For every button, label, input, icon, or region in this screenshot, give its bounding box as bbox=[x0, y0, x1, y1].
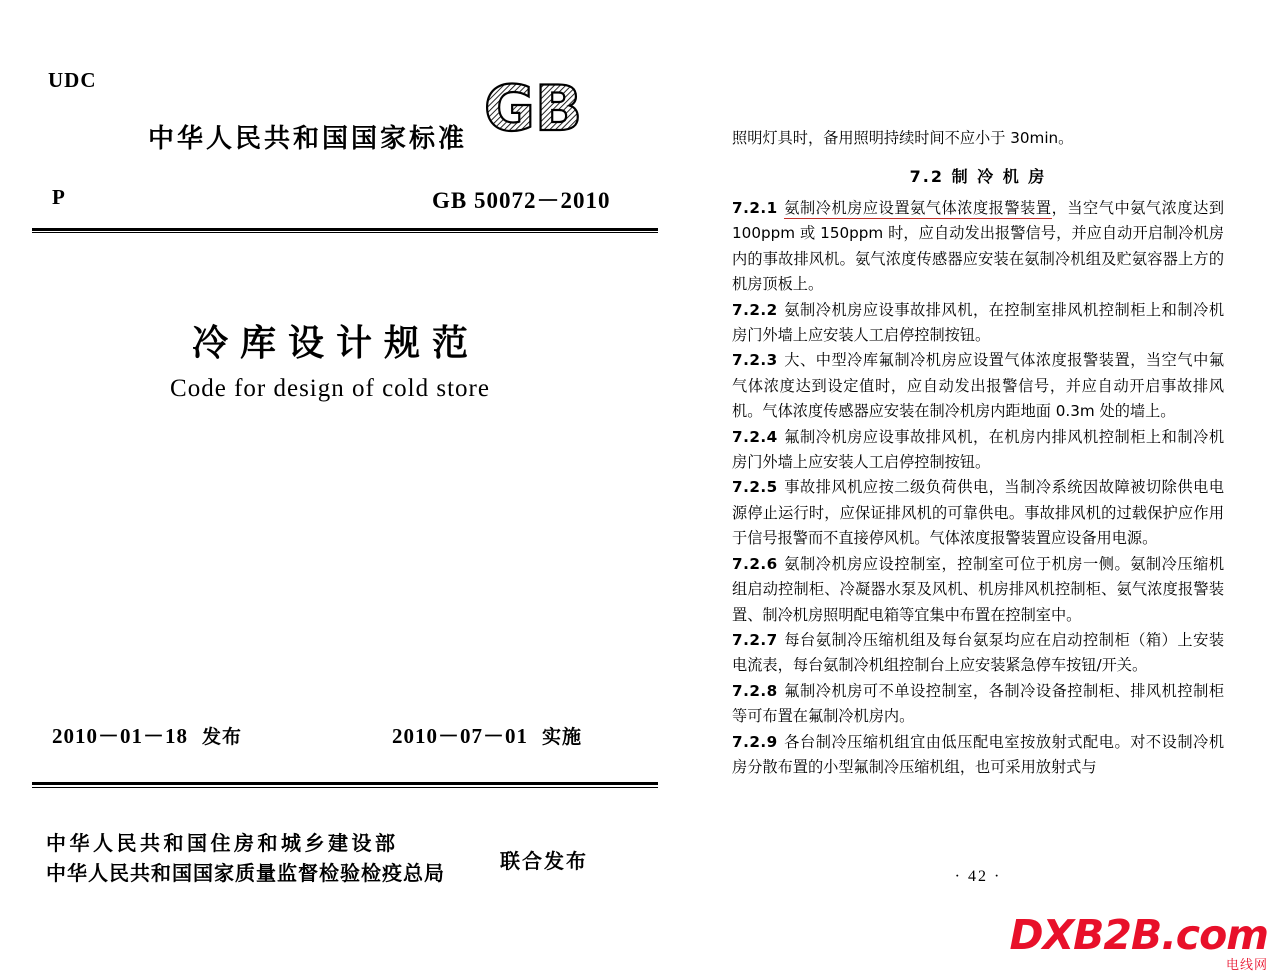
clause-number: 7.2.7 bbox=[732, 630, 778, 649]
effective-label: 实施 bbox=[542, 726, 583, 748]
publishers-block bbox=[46, 828, 445, 888]
continuation-paragraph: 照明灯具时，备用照明持续时间不应小于 30min。 bbox=[732, 129, 1074, 147]
national-standard-title: 中华人民共和国国家标准 bbox=[148, 124, 468, 154]
divider-bottom-thick bbox=[32, 782, 658, 785]
clause-number: 7.2.3 bbox=[732, 351, 778, 370]
publisher-line-2: 中华人民共和国国家质量监督检验检疫总局 bbox=[46, 861, 445, 885]
clause-number: 7.2.4 bbox=[732, 427, 778, 446]
watermark-main-text bbox=[1009, 911, 1268, 959]
clause-text: 每台氨制冷压缩机组及每台氨泵均应在启动控制柜（箱）上安装电流表，每台氨制冷机组控制台上应安装紧急停车按钮/开关。 bbox=[732, 630, 1224, 675]
content-page bbox=[732, 0, 1232, 980]
clause-7-2-3 bbox=[732, 348, 1224, 424]
clause-7-2-8 bbox=[732, 679, 1224, 730]
clause-text: ，当空气中氨气浓度达到 100ppm 或 150ppm 时，应自动发出报警信号，并应自动开启制冷机房内的事故排风机。氨气浓度传感器应安装在氨制冷机组及贮氨容器上方的机房顶板上。 bbox=[732, 199, 1225, 294]
standard-number: GB 50072－2010 bbox=[432, 188, 611, 213]
category-label: P bbox=[52, 185, 65, 209]
clause-7-2-4 bbox=[732, 425, 1224, 476]
issue-date-block bbox=[52, 720, 242, 750]
paragraph-list bbox=[732, 196, 1224, 780]
effective-date-block bbox=[392, 720, 582, 750]
clause-text: 氨制冷机房应设控制室，控制室可位于机房一侧。氨制冷压缩机组启动控制柜、冷凝器水泵及风机、机房排风机控制柜、氨气浓度报警装置、制冷机房照明配电箱等宜集中布置在控制室中。 bbox=[732, 554, 1224, 624]
watermark-suffix: .com bbox=[1161, 911, 1268, 959]
document-title-english: Code for design of cold store bbox=[170, 375, 490, 402]
clause-number: 7.2.8 bbox=[732, 681, 778, 700]
clause-number: 7.2.2 bbox=[732, 300, 778, 319]
clause-text: 事故排风机应按二级负荷供电，当制冷系统因故障被切除供电电源停止运行时，应保证排风机的可靠供电。事故排风机的过载保护应作用于信号报警而不直接停风机。气体浓度报警装置应设备用电源。 bbox=[732, 478, 1224, 548]
clause-text: 氟制冷机房应设事故排风机，在机房内排风机控制柜上和制冷机房门外墙上应安装人工启停控制按钮。 bbox=[732, 427, 1224, 472]
section-heading: 7.2 制 冷 机 房 bbox=[909, 167, 1047, 186]
clause-7-2-9 bbox=[732, 730, 1224, 781]
clause-number: 7.2.9 bbox=[732, 732, 778, 751]
clause-text: 氟制冷机房可不单设控制室，各制冷设备控制柜、排风机控制柜等可布置在氟制冷机房内。 bbox=[732, 681, 1224, 726]
clause-text: 各台制冷压缩机组宜由低压配电室按放射式配电。对不设制冷机房分散布置的小型氟制冷压缩机组，也可采用放射式与 bbox=[732, 732, 1224, 776]
divider-top-thin bbox=[32, 232, 658, 233]
publisher-line-1: 中华人民共和国住房和城乡建设部 bbox=[46, 831, 399, 855]
gb-logo-icon bbox=[482, 78, 600, 140]
effective-date-value: 2010－07－01 bbox=[392, 724, 528, 748]
clause-highlight: 氨制冷机房应设置氨气体浓度报警装置 bbox=[783, 199, 1052, 217]
clause-7-2-6 bbox=[732, 552, 1224, 628]
divider-top-thick bbox=[32, 228, 658, 231]
clause-7-2-2 bbox=[732, 298, 1224, 349]
udc-label: UDC bbox=[48, 68, 97, 92]
issue-label: 发布 bbox=[202, 726, 243, 748]
svg-text:GB: GB bbox=[484, 78, 583, 140]
clause-7-2-5 bbox=[732, 475, 1224, 551]
clause-7-2-7 bbox=[732, 628, 1224, 679]
issue-date-value: 2010－01－18 bbox=[52, 724, 188, 748]
joint-issue-label: 联合发布 bbox=[500, 849, 588, 873]
page-number: · 42 · bbox=[954, 868, 1002, 885]
watermark-sub-text: 电线网 bbox=[1225, 958, 1268, 973]
content-text-column bbox=[732, 126, 1224, 153]
watermark-brand: DXB2B bbox=[1009, 911, 1162, 959]
clause-text: 氨制冷机房应设事故排风机，在控制室排风机控制柜上和制冷机房门外墙上应安装人工启停控制按钮。 bbox=[732, 300, 1224, 345]
clause-7-2-1 bbox=[732, 196, 1224, 298]
clause-number: 7.2.1 bbox=[732, 199, 778, 217]
clause-number: 7.2.6 bbox=[732, 554, 778, 573]
divider-bottom-thin bbox=[32, 787, 658, 788]
watermark bbox=[1009, 911, 1268, 973]
clause-number: 7.2.5 bbox=[732, 478, 778, 497]
document-title-chinese: 冷库设计规范 bbox=[191, 323, 480, 364]
clause-text: 大、中型冷库氟制冷机房应设置气体浓度报警装置，当空气中氟气体浓度达到设定值时，应自动发出报警信号，并应自动开启事故排风机。气体浓度传感器应安装在制冷机房内距地面 0.3m 处的墙上。 bbox=[732, 351, 1224, 421]
